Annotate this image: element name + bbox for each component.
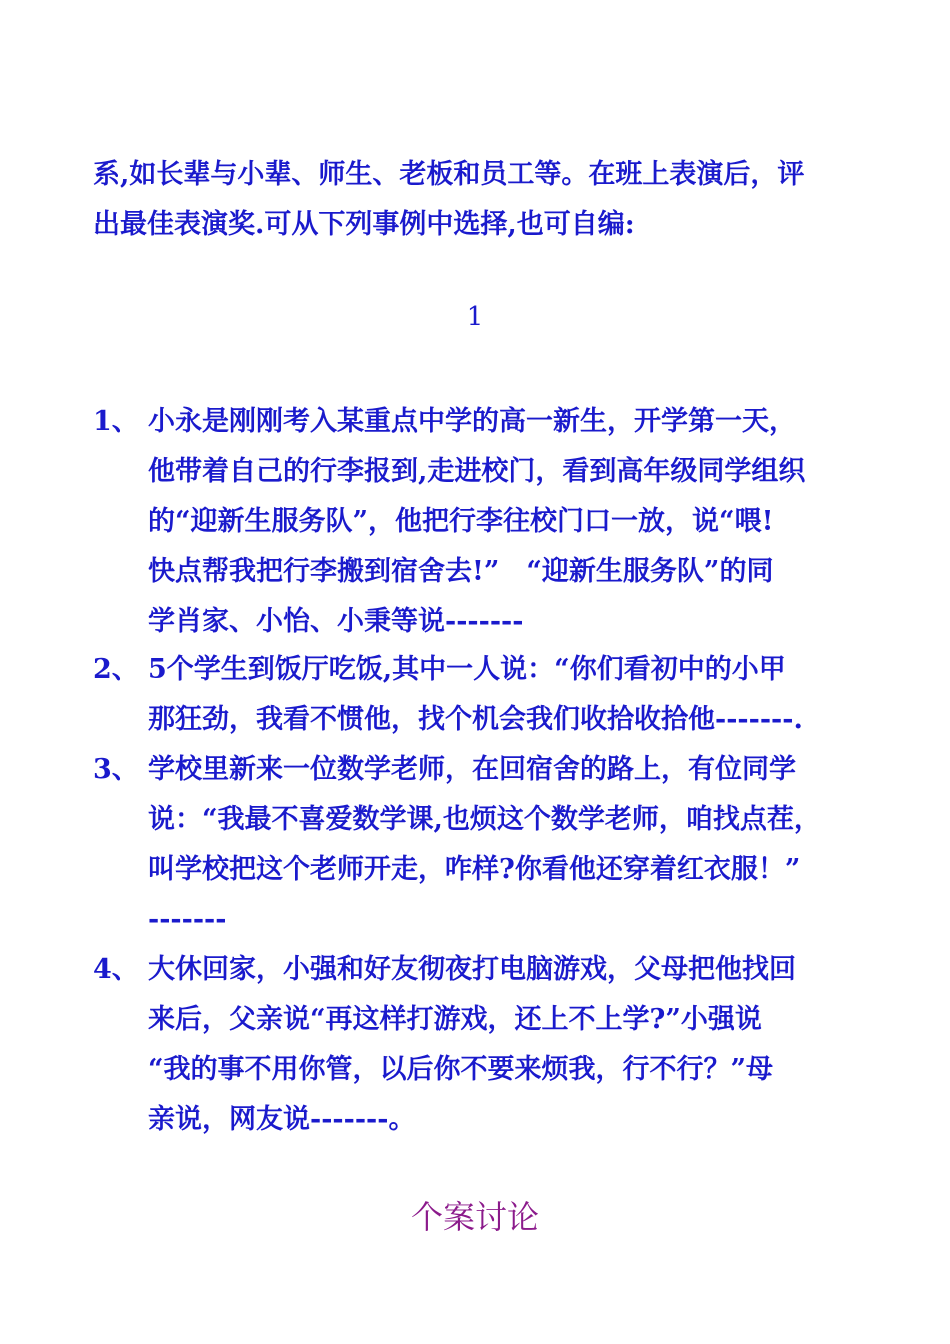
text-line: 小永是刚刚考入某重点中学的高一新生，开学第一天， [148, 406, 796, 437]
intro-line: 出最佳表演奖.可从下列事例中选择,也可自编: [93, 209, 635, 240]
list-item-text [148, 945, 893, 1145]
list-item-text [148, 745, 893, 945]
text-line: 5个学生到饭厅吃饭,其中一人说：“你们看初中的小甲 [148, 654, 786, 685]
list-item-text [148, 397, 893, 647]
text-line: 大休回家，小强和好友彻夜打电脑游戏，父母把他找回 [148, 954, 796, 985]
text-line: 学校里新来一位数学老师，在回宿舍的路上，有位同学 [148, 754, 796, 785]
text-line: 学肖家、小怡、小秉等说------- [148, 606, 524, 637]
list-item [93, 945, 893, 1145]
intro-paragraph [93, 150, 873, 250]
text-line: 亲说，网友说-------。 [148, 1104, 416, 1135]
text-line: 说：“我最不喜爱数学课,也烦这个数学老师，咱找点茬， [148, 804, 821, 835]
list-item-number: 2、 [93, 654, 139, 685]
section-heading: 个案讨论 [410, 1198, 539, 1236]
text-line: 叫学校把这个老师开走，咋样?你看他还穿着红衣服！” [148, 854, 801, 885]
list-item-number: 3、 [93, 754, 139, 785]
page-number: 1 [466, 302, 484, 332]
text-line: 来后，父亲说“再这样打游戏，还上不上学?”小强说 [148, 1004, 762, 1035]
list-item [93, 397, 893, 647]
list-item [93, 745, 893, 945]
list-item-number: 1、 [93, 406, 139, 437]
text-line: 的“迎新生服务队”，他把行李往校门口一放，说“喂! [148, 506, 774, 537]
intro-line: 系,如长辈与小辈、师生、老板和员工等。在班上表演后，评 [93, 159, 805, 190]
text-line: 那狂劲，我看不惯他，找个机会我们收拾收拾他-------. [148, 704, 803, 735]
text-line: “我的事不用你管，以后你不要来烦我，行不行？”母 [148, 1054, 774, 1085]
text-line: 快点帮我把行李搬到宿舍去!” “迎新生服务队”的同 [148, 556, 774, 587]
list-item-number: 4、 [93, 954, 139, 985]
text-line: 他带着自己的行李报到,走进校门，看到高年级同学组织 [148, 456, 806, 487]
list-item [93, 645, 893, 745]
list-item-text [148, 645, 893, 745]
text-line: ------- [148, 904, 227, 935]
